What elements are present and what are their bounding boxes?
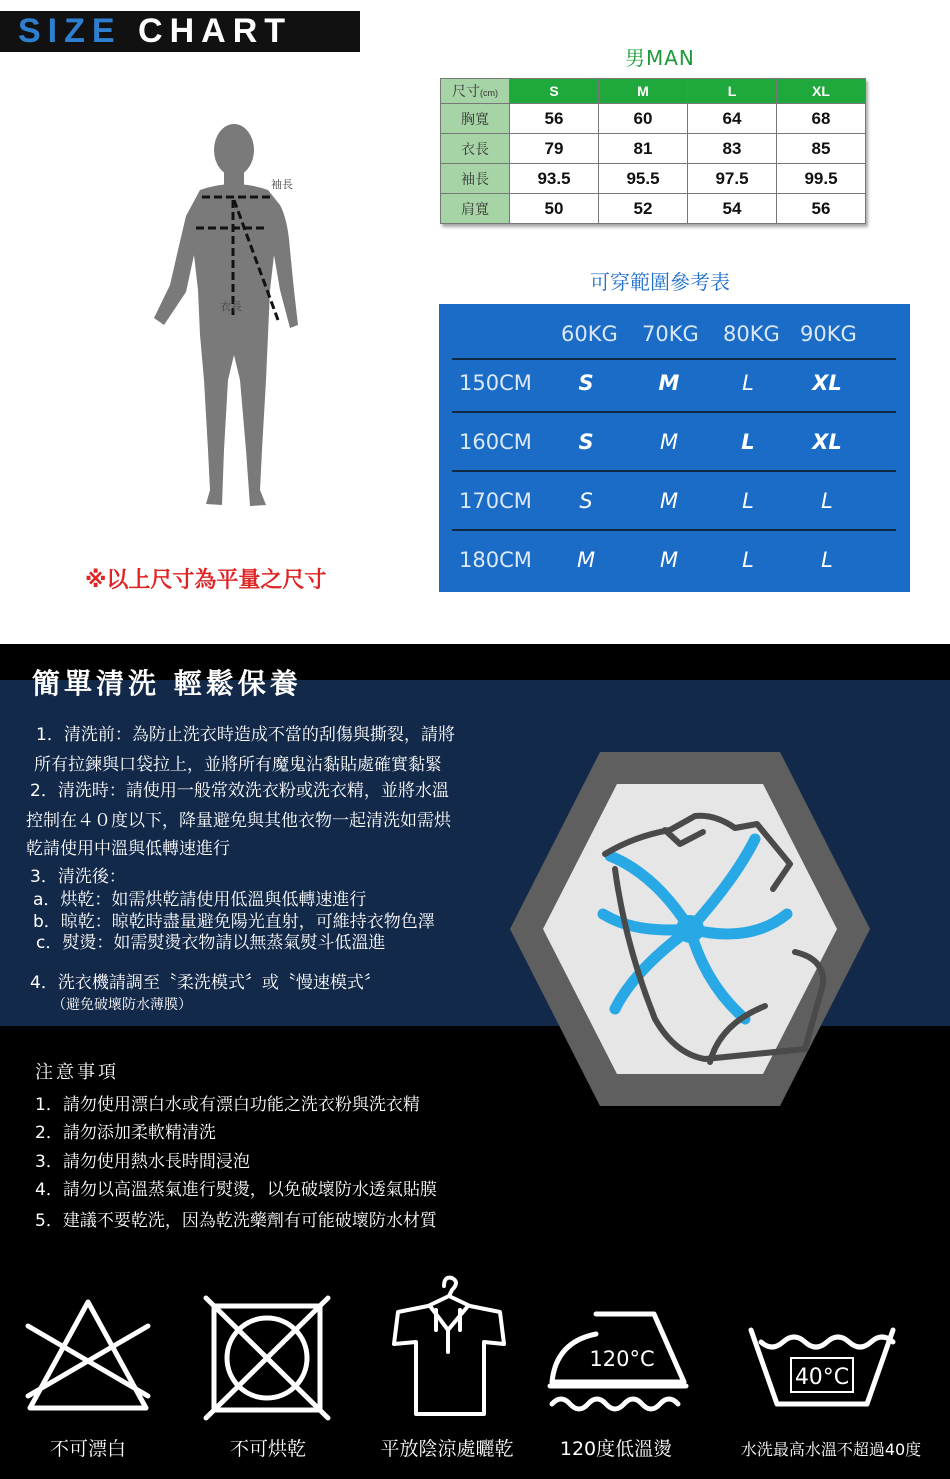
fit-size-cell: M [659,548,679,572]
iron-low-temp-icon [546,1308,690,1420]
care-text-line: b．晾乾：晾乾時盡量避免陽光直射，可維持衣物色澤 [33,912,435,932]
table-cell: 95.5 [599,164,688,194]
divider [452,470,896,472]
table-row [441,194,866,224]
attention-line: 1．請勿使用漂白水或有漂白功能之洗衣粉與洗衣精 [35,1095,420,1115]
body-length-label: 衣長 [220,300,242,313]
divider [452,529,896,531]
fit-size-cell: L [741,430,755,454]
care-text-line: 1．清洗前：為防止洗衣時造成不當的刮傷與撕裂，請將 [36,725,455,745]
table-cell: 60 [599,104,688,134]
attention-line: 3．請勿使用熱水長時間浸泡 [35,1152,250,1172]
fit-size-cell: L [742,548,754,572]
wash-40-icon [747,1324,897,1412]
sleeve-length-label: 袖長 [271,178,293,191]
care-text-line: 乾請使用中溫與低轉速進行 [26,839,230,859]
dry-flat-shade-icon [390,1272,508,1422]
care-text-line: 2．清洗時：請使用一般常效洗衣粉或洗衣精，並將水溫 [30,781,449,801]
iron-low-temp-label: 120度低溫燙 [559,1438,673,1460]
weight-header: 90KG [800,322,857,346]
size-chart-banner [0,11,360,52]
fit-size-cell: S [579,489,593,513]
weight-header: 70KG [642,322,699,346]
table-row [441,164,866,194]
table-cell: 56 [510,104,599,134]
banner-word-chart: CHART [138,12,293,50]
fit-size-cell: L [742,371,754,395]
table-cell: 54 [688,194,777,224]
table-cell: 52 [599,194,688,224]
flat-measure-note: ※以上尺寸為平量之尺寸 [85,568,327,593]
table-cell: 93.5 [510,164,599,194]
table-cell: 50 [510,194,599,224]
table-cell: 79 [510,134,599,164]
care-section [0,644,950,1479]
height-label: 180CM [459,548,532,572]
size-header-m: M [599,79,688,104]
fit-size-cell: XL [812,430,842,454]
washing-swirl-icon [505,744,875,1114]
care-title: 簡單清洗 輕鬆保養 [32,667,302,700]
weight-header: 60KG [561,322,618,346]
row-label-sleeve: 袖長 [441,164,510,194]
size-header-xl: XL [777,79,866,104]
fit-size-cell: S [578,430,594,454]
divider [452,411,896,413]
fit-size-cell: XL [812,371,842,395]
table-cell: 68 [777,104,866,134]
table-cell: 83 [688,134,777,164]
fit-size-cell: L [742,489,754,513]
height-label: 170CM [459,489,532,513]
fit-size-cell: M [658,371,680,395]
table-row [441,104,866,134]
row-label-chest: 胸寬 [441,104,510,134]
height-label: 150CM [459,371,532,395]
care-text-line: （避免破壞防水薄膜） [52,997,192,1013]
attention-line: 4．請勿以高溫蒸氣進行熨燙，以免破壞防水透氣貼膜 [35,1180,437,1200]
care-text-line: 所有拉鍊與口袋拉上，並將所有魔鬼沾黏貼處確實黏緊 [34,755,442,775]
size-unit-label: 尺寸(cm) [441,79,510,104]
weight-header: 80KG [723,322,780,346]
size-table-header [441,79,866,104]
fit-size-cell: L [821,489,833,513]
row-label-shoulder: 肩寬 [441,194,510,224]
fit-reference-title: 可穿範圍參考表 [590,270,730,294]
table-cell: 56 [777,194,866,224]
table-cell: 64 [688,104,777,134]
table-cell: 97.5 [688,164,777,194]
table-row [441,134,866,164]
care-text-line: c．熨燙：如需熨燙衣物請以無蒸氣熨斗低溫進 [36,933,386,953]
size-header-s: S [510,79,599,104]
attention-line: 5．建議不要乾洗，因為乾洗藥劑有可能破壞防水材質 [35,1211,437,1231]
table-cell: 81 [599,134,688,164]
iron-temp-text: 120°C [589,1347,655,1371]
fit-size-cell: L [821,548,833,572]
care-text-line: 控制在４０度以下，降量避免與其他衣物一起清洗如需烘 [26,811,451,831]
divider [452,358,896,360]
no-bleach-icon [22,1296,154,1416]
height-label: 160CM [459,430,532,454]
care-text-line: 4．洗衣機請調至〝柔洗模式〞或〝慢速模式〞 [30,973,381,993]
dry-flat-shade-label: 平放陰涼處曬乾 [380,1438,514,1460]
care-text-line: 3．清洗後： [30,867,126,887]
size-table [440,78,866,224]
wash-40-label: 水洗最高水溫不超過40度 [740,1440,922,1459]
size-chart-title: 男MAN [625,46,695,70]
table-cell: 85 [777,134,866,164]
no-tumble-dry-icon [202,1294,332,1422]
fit-size-cell: M [659,430,679,454]
table-cell: 99.5 [777,164,866,194]
attention-line: 2．請勿添加柔軟精清洗 [35,1123,216,1143]
attention-title: 注意事項 [35,1062,119,1083]
care-text-line: a．烘乾：如需烘乾請使用低溫與低轉速進行 [33,890,367,910]
fit-size-cell: M [659,489,679,513]
size-chart-section [0,0,950,644]
banner-word-size: SIZE [18,12,122,50]
fit-size-cell: M [576,548,596,572]
no-bleach-label: 不可漂白 [49,1438,127,1460]
row-label-length: 衣長 [441,134,510,164]
fit-size-cell: S [578,371,594,395]
no-tumble-dry-label: 不可烘乾 [229,1438,307,1460]
size-header-l: L [688,79,777,104]
fit-reference-table [439,304,910,592]
wash-temp-text: 40°C [794,1365,850,1390]
